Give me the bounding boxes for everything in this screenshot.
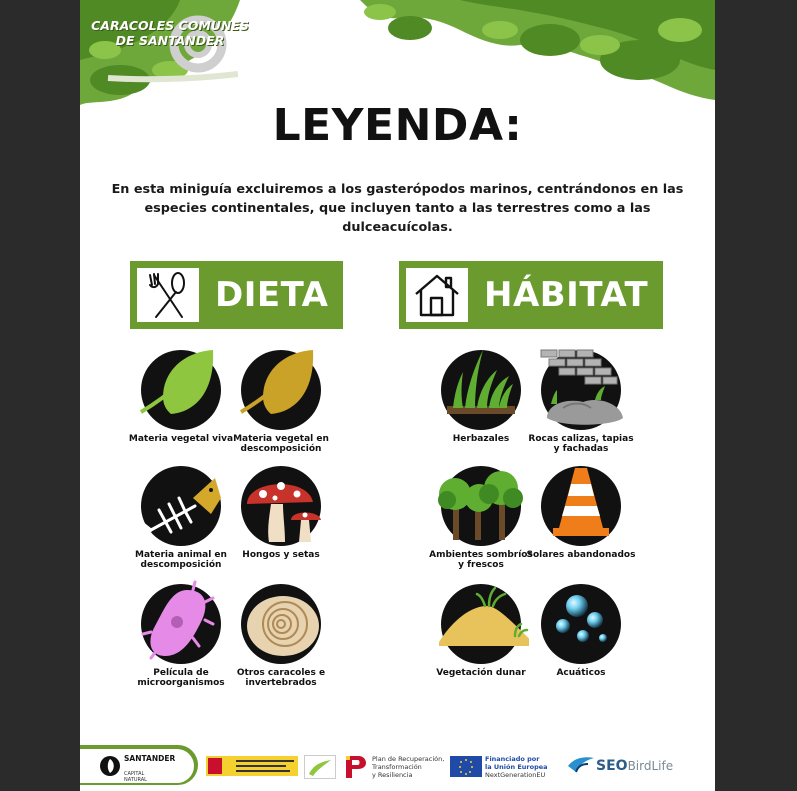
birdlife-text: BirdLife: [627, 759, 674, 773]
habitat-item-grassland: [426, 350, 536, 444]
circle: [441, 466, 521, 546]
santander-leaf-icon: [98, 754, 122, 778]
caption: Acuáticos: [556, 668, 606, 678]
brand-line-2: DE SANTANDER: [115, 33, 225, 48]
live-leaf-icon: [133, 342, 229, 438]
circle: [441, 350, 521, 430]
caption: Materia vegetal en descomposición: [233, 434, 329, 454]
caption: Vegetación dunar: [436, 668, 526, 678]
circle: [141, 584, 221, 664]
eu-line-2: la Unión Europea: [485, 763, 548, 771]
rock-wall-icon: [533, 342, 629, 438]
caption: Materia animal en descomposición: [135, 550, 227, 570]
diet-item-other-snails: [226, 584, 336, 688]
traffic-cone-icon: [533, 458, 629, 554]
habitat-item-vacant-lots: [526, 466, 636, 560]
brand-line-1: CARACOLES COMUNES: [91, 18, 249, 33]
prtr-line-3: y Resiliencia: [372, 771, 413, 779]
eu-flag-icon: [450, 756, 482, 777]
dieta-label: DIETA: [215, 275, 329, 315]
caption: Otros caracoles e invertebrados: [236, 668, 326, 688]
circle: [241, 350, 321, 430]
brand-title: [90, 18, 250, 48]
caption: Herbazales: [452, 434, 510, 444]
caption: Materia vegetal viva: [128, 434, 234, 444]
ministry-text-line: [236, 760, 294, 762]
prtr-line-2: Transformación: [372, 763, 422, 771]
caption: Rocas calizas, tapias y fachadas: [528, 434, 634, 454]
intro-text: En esta miniguía excluiremos a los gasterópodos marinos, centrándonos en las especies continentales, que incluyen tanto a las terrestres como a las dulceacuícolas.: [111, 182, 684, 235]
legend-page: [80, 0, 715, 791]
circle: [441, 584, 521, 664]
habitat-item-dunes: [426, 584, 536, 678]
spain-flag-icon: [208, 758, 222, 774]
seo-birdlife-logo: [596, 758, 673, 774]
eu-text: [485, 755, 548, 779]
dune-icon: [433, 576, 529, 672]
bubbles-icon: [533, 576, 629, 672]
ministry-text-line: [236, 770, 290, 772]
diet-item-decaying-plants: [226, 350, 336, 454]
circle: [241, 584, 321, 664]
diet-item-microorganisms: [126, 584, 236, 688]
ministry-text-line: [236, 765, 286, 767]
fish-skeleton-icon: [133, 458, 229, 554]
dead-leaf-icon: [233, 342, 329, 438]
santander-line-3: NATURAL: [124, 777, 147, 783]
caption: Solares abandonados: [526, 550, 636, 560]
mushroom-icon: [233, 458, 329, 554]
prtr-icon: [344, 754, 368, 780]
trees-icon: [433, 458, 529, 554]
circle: [141, 350, 221, 430]
diet-item-decaying-animal: [126, 466, 236, 570]
prtr-line-1: Plan de Recuperación,: [372, 755, 445, 763]
circle: [141, 466, 221, 546]
microorganism-icon: [133, 576, 229, 672]
santander-title: [124, 755, 175, 763]
circle: [541, 350, 621, 430]
habitat-item-aquatic: [526, 584, 636, 678]
snail-shell-icon: [233, 576, 329, 672]
dieta-banner: [130, 261, 343, 329]
grass-icon: [433, 342, 529, 438]
eu-line-3: NextGenerationEU: [485, 771, 546, 779]
habitat-label: HÁBITAT: [484, 275, 649, 315]
santander-subtitle: [124, 771, 147, 783]
house-icon: [406, 268, 468, 322]
santander-line-2: CAPITAL: [124, 771, 145, 777]
prtr-logo: [344, 754, 368, 784]
circle: [241, 466, 321, 546]
diet-item-live-plants: [126, 350, 236, 444]
santander-line-1: SANTANDER: [124, 754, 176, 763]
diet-item-fungi: [226, 466, 336, 560]
caption: Hongos y setas: [242, 550, 320, 560]
circle: [541, 466, 621, 546]
caption: Ambientes sombríos y frescos: [429, 550, 533, 570]
caption: Película de microorganismos: [137, 668, 225, 688]
page-title: LEYENDA:: [272, 100, 523, 151]
ministry-logo: [206, 756, 298, 776]
habitat-item-rocks: [526, 350, 636, 454]
circle: [541, 584, 621, 664]
eu-line-1: Financiado por: [485, 755, 540, 763]
seo-bird-icon: [566, 752, 596, 778]
habitat-banner: [399, 261, 663, 329]
habitat-item-shady: [426, 466, 536, 570]
prtr-text: [372, 755, 444, 779]
seo-text: SEO: [596, 758, 628, 774]
biodiversidad-logo: [304, 755, 336, 779]
cutlery-icon: [137, 268, 199, 322]
